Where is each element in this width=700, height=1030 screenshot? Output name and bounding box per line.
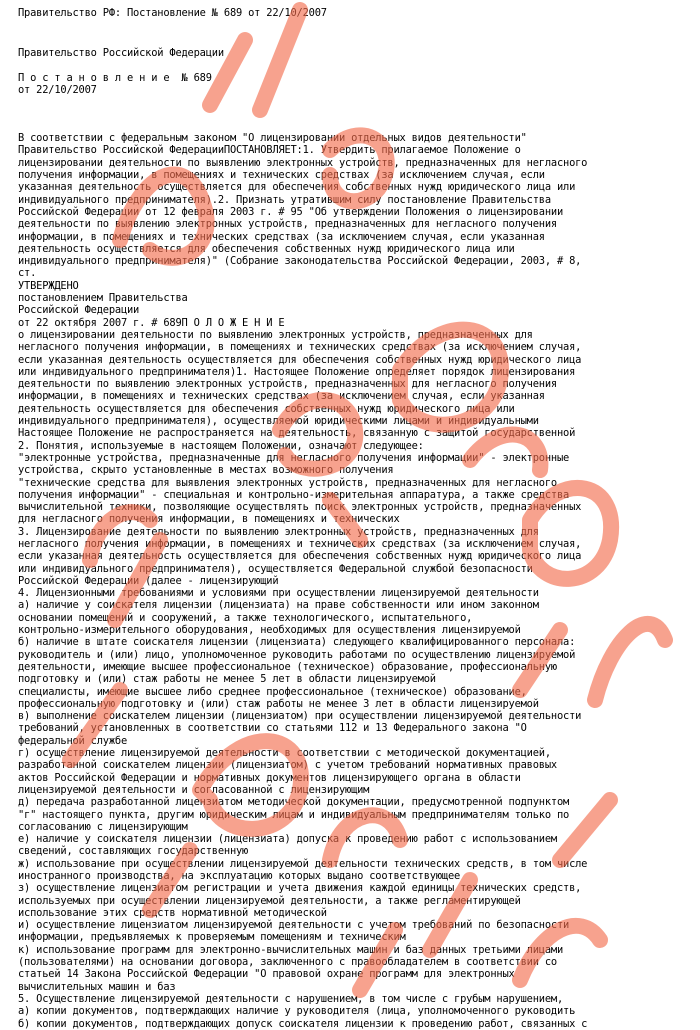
body-line: г) осуществление лицензируемой деятельности в соответствии с методической документацией,: [18, 747, 551, 760]
body-line: деятельность осуществляется для обеспечения собственных нужд юридического лица или: [18, 242, 515, 255]
body-line: 5. Осуществление лицензируемой деятельности с нарушением, в том числе с грубым нарушением,: [18, 992, 564, 1005]
body-line: информации, предъявляемых к проверяемым помещениям и техническим: [18, 931, 406, 944]
body-line: ст.: [18, 267, 37, 280]
body-line: к) использование программ для электронно-вычислительных машин и баз данных третьими лицами: [18, 943, 564, 956]
body-line: деятельности по выявлению электронных устройств, предназначенных для негласного получения: [18, 378, 557, 391]
body-line: использование этих средств нормативной методической: [18, 906, 327, 919]
body-line: руководитель и (или) лицо, уполномоченное руководить работами по осуществлению лицензируемой: [18, 648, 576, 661]
body-line: УТВЕРЖДЕНО: [18, 279, 79, 292]
body-line: (пользователями) на основании договора, заключенного с правообладателем в соответствии со: [18, 956, 557, 969]
document: [18, 7, 690, 1030]
body-line: актов Российской Федерации и нормативных документов лицензирующего органа в области: [18, 771, 521, 784]
body-line: б) копии документов, подтверждающих допуск соискателя лицензии к проведению работ, связанных с: [18, 1017, 588, 1030]
body-line: Правительство Российской ФедерацииПОСТАНОВЛЯЕТ:1. Утвердить прилагаемое Положение о: [18, 144, 521, 157]
body-line: подготовку и (или) стаж работы не менее 5 лет в области лицензируемой: [18, 673, 436, 686]
body-line: е) наличие у соискателя лицензии (лицензиата) допуска к проведению работ с использованием: [18, 833, 557, 846]
body-line: деятельности, имеющие высшее профессиональное (техническое) образование, профессиональную: [18, 660, 557, 673]
document-body: [18, 132, 690, 1030]
body-line: и) осуществление лицензиатом лицензируемой деятельности с учетом требований по безопасности: [18, 919, 570, 932]
body-line: а) копии документов, подтверждающих наличие у руководителя (лица, уполномоченного руководить: [18, 1005, 576, 1018]
body-line: "электронные устройства, предназначенные для негласного получения информации" - электронные: [18, 451, 570, 464]
body-line: вычислительных машин и баз: [18, 980, 176, 993]
body-line: лицензируемой деятельности и согласованной с лицензирующим: [18, 783, 370, 796]
body-line: получения информации, в помещениях и технических средствах (за исключением случая, если: [18, 169, 545, 182]
body-line: "технические средства для выявления электронных устройств, предназначенных для негласного: [18, 476, 557, 489]
body-line: Российской Федерации: [18, 304, 140, 317]
document-header-title: Правительство РФ: Постановление № 689 от 22/10/2007: [18, 7, 327, 19]
body-line: устройства, скрыто установленные в местах возможного получения: [18, 464, 394, 477]
government-name: Правительство Российской Федерации: [18, 47, 224, 60]
body-line: информации, в помещениях и технических средствах (за исключением случая, если указанная: [18, 230, 545, 243]
body-line: деятельности по выявлению электронных устройств, предназначенных для негласного получения: [18, 218, 557, 231]
body-line: д) передача разработанной лицензиатом методической документации, предусмотренной подпунктом: [18, 796, 570, 809]
body-line: индивидуального предпринимателя)" (Собрание законодательства Российской Федерации, 2003, # 8,: [18, 255, 582, 268]
body-line: постановлением Правительства: [18, 292, 188, 305]
resolution-date: от 22/10/2007: [18, 83, 97, 96]
body-line: а) наличие у соискателя лицензии (лицензиата) на праве собственности или ином законном: [18, 599, 539, 612]
body-line: б) наличие в штате соискателя лицензии (лицензиата) следующего квалифицированного персонала:: [18, 636, 576, 649]
body-line: требований, установленных в соответствии со статьями 112 и 13 Федерального закона "О: [18, 722, 527, 735]
body-line: ж) использование при осуществлении лицензируемой деятельности технических средств, в том числе: [18, 857, 588, 870]
body-line: статьей 14 Закона Российской Федерации "О правовой охране программ для электронных: [18, 968, 515, 981]
body-line: 4. Лицензионными требованиями и условиями при осуществлении лицензируемой деятельности: [18, 587, 539, 600]
body-line: контрольно-измерительного оборудования, необходимых для осуществления лицензируемой: [18, 624, 521, 637]
body-line: указанная деятельность осуществляется для обеспечения собственных нужд юридического лица или: [18, 181, 576, 194]
body-line: иностранного производства, на эксплуатацию которых выдано соответствующее: [18, 870, 461, 882]
body-line: вычислительной техники, позволяющие осуществлять поиск электронных устройств, предназначенных: [18, 501, 582, 514]
body-line: профессиональную подготовку и (или) стаж работы не менее 3 лет в области лицензируемой: [18, 697, 539, 710]
body-line: 2. Понятия, используемые в настоящем Положении, означают следующее:: [18, 439, 424, 452]
body-line: "г" настоящего пункта, другим юридическим лицам и индивидуальным предпринимателям только по: [18, 808, 570, 821]
body-line: основании помещений и сооружений, а также технологического, испытательного,: [18, 611, 473, 624]
body-line: деятельность осуществляется для обеспечения собственных нужд юридического лица или: [18, 402, 515, 415]
body-line: в) выполнение соискателем лицензии (лицензиатом) при осуществлении лицензируемой деятельности: [18, 710, 582, 723]
resolution-label: П о с т а н о в л е н и е № 689: [18, 71, 212, 84]
body-line: от 22 октября 2007 г. # 689П О Л О Ж Е Н И Е: [18, 316, 285, 329]
body-line: или индивидуального предпринимателя), осуществляется Федеральной службой безопасности: [18, 562, 533, 575]
body-line: Российской Федерации (далее - лицензирующий: [18, 574, 279, 587]
body-line: для негласного получения информации, в помещениях и технических: [18, 513, 400, 526]
body-line: информации, в помещениях и технических средствах (за исключением случая, если указанная: [18, 390, 545, 403]
body-line: о лицензировании деятельности по выявлению электронных устройств, предназначенных для: [18, 328, 533, 341]
body-line: негласного получения информации, в помещениях и технических средствах (за исключением случая,: [18, 537, 582, 550]
body-line: 3. Лицензирование деятельности по выявлению электронных устройств, предназначенных для: [18, 525, 539, 538]
body-line: если указанная деятельность осуществляется для обеспечения собственных нужд юридического лица: [18, 550, 582, 563]
body-line: индивидуального предпринимателя), осуществляемой юридическими лицами и индивидуальными: [18, 415, 539, 428]
body-line: специалисты, имеющие высшее либо среднее профессиональное (техническое) образование,: [18, 685, 527, 698]
body-line: используемых при осуществлении лицензируемой деятельности, а также регламентирующей: [18, 894, 521, 907]
body-line: или индивидуального предпринимателя)1. Настоящее Положение определяет порядок лицензирования: [18, 365, 576, 378]
body-line: если указанная деятельность осуществляется для обеспечения собственных нужд юридического лица: [18, 353, 582, 366]
body-line: согласованию с лицензирующим: [18, 820, 188, 833]
body-line: индивидуального предпринимателя).2. Признать утратившим силу постановление Правительства: [18, 193, 551, 206]
body-line: получения информации" - специальная и контрольно-измерительная аппаратура, а также средства: [18, 488, 570, 501]
body-line: разработанной соискателем лицензии (лицензиатом) с учетом требований нормативных правовых: [18, 759, 557, 772]
body-line: сведений, составляющих государственную: [18, 845, 249, 858]
body-line: федеральной службе: [18, 734, 128, 747]
body-line: Российской Федерации от 12 февраля 2003 г. # 95 "Об утверждении Положения о лицензировании: [18, 205, 564, 218]
body-line: негласного получения информации, в помещениях и технических средствах (за исключением случая,: [18, 341, 582, 354]
body-line: лицензировании деятельности по выявлению электронных устройств, предназначенных для негласного: [18, 156, 588, 169]
body-line: В соответствии с федеральным законом "О лицензировании отдельных видов деятельности": [18, 132, 527, 145]
body-line: з) осуществление лицензиатом регистрации и учета движения каждой единицы технических средств,: [18, 882, 582, 895]
body-line: Настоящее Положение не распространяется на деятельность, связанную с защитой государственной: [18, 427, 576, 440]
